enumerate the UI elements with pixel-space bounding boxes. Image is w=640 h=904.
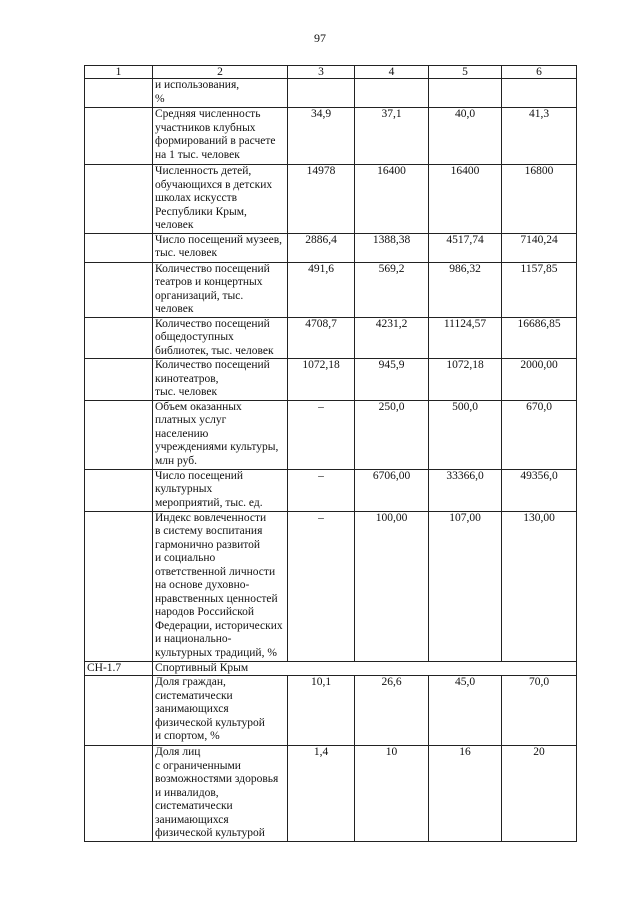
indicator-name-cell: Доля лиц с ограниченными возможностями здоровья и инвалидов, систематически занимающихся физической культурой (153, 746, 288, 842)
table-row (85, 317, 577, 359)
indicator-name-cell: Доля граждан, систематически занимающихся физической культурой и спортом, % (153, 676, 288, 746)
value-cell-col4: 250,0 (355, 400, 429, 469)
value-cell-col4: 6706,00 (355, 469, 429, 511)
indicator-name-cell: Число посещений музеев, тыс. человек (153, 233, 288, 262)
value-cell-col3: 10,1 (288, 676, 355, 746)
value-cell-col6: 130,00 (502, 511, 577, 661)
table-row (85, 233, 577, 262)
indicator-name-cell: Объем оказанных платных услуг населению учреждениями культуры, млн руб. (153, 400, 288, 469)
table-row (85, 79, 577, 108)
row-code-cell (85, 400, 153, 469)
table-row (85, 676, 577, 746)
row-code-cell (85, 746, 153, 842)
value-cell-col3: 34,9 (288, 108, 355, 165)
value-cell-col5: 11124,57 (429, 317, 502, 359)
value-cell-col4: 37,1 (355, 108, 429, 165)
value-cell-col6: 16686,85 (502, 317, 577, 359)
indicator-name-cell: Численность детей, обучающихся в детских школах искусств Республики Крым, человек (153, 165, 288, 234)
value-cell-col5: 16 (429, 746, 502, 842)
value-cell-col4 (355, 79, 429, 108)
row-code-cell (85, 233, 153, 262)
value-cell-col4: 100,00 (355, 511, 429, 661)
table-row (85, 359, 577, 401)
table-row (85, 108, 577, 165)
row-code-cell (85, 676, 153, 746)
table-row (85, 400, 577, 469)
header-cell-3: 3 (288, 66, 355, 79)
header-cell-5: 5 (429, 66, 502, 79)
value-cell-col3 (288, 79, 355, 108)
indicator-name-cell: Средняя численность участников клубных формирований в расчете на 1 тыс. человек (153, 108, 288, 165)
indicator-name-cell: Число посещений культурных мероприятий, тыс. ед. (153, 469, 288, 511)
value-cell-col4: 945,9 (355, 359, 429, 401)
value-cell-col4: 16400 (355, 165, 429, 234)
value-cell-col3: 14978 (288, 165, 355, 234)
value-cell-col5: 500,0 (429, 400, 502, 469)
row-code-cell (85, 79, 153, 108)
value-cell-col6: 670,0 (502, 400, 577, 469)
indicator-name-cell: Количество посещений театров и концертных организаций, тыс. человек (153, 262, 288, 317)
indicator-name-cell: Количество посещений общедоступных библиотек, тыс. человек (153, 317, 288, 359)
value-cell-col6: 41,3 (502, 108, 577, 165)
row-code-cell (85, 359, 153, 401)
value-cell-col6: 2000,00 (502, 359, 577, 401)
value-cell-col5: 4517,74 (429, 233, 502, 262)
row-code-cell (85, 262, 153, 317)
value-cell-col4: 569,2 (355, 262, 429, 317)
indicators-table (84, 65, 577, 842)
value-cell-col6: 16800 (502, 165, 577, 234)
value-cell-col3: 1,4 (288, 746, 355, 842)
table-row (85, 469, 577, 511)
value-cell-col3: 2886,4 (288, 233, 355, 262)
row-code-cell (85, 317, 153, 359)
value-cell-col6: 70,0 (502, 676, 577, 746)
header-cell-6: 6 (502, 66, 577, 79)
value-cell-col6: 7140,24 (502, 233, 577, 262)
indicator-name-cell: Количество посещений кинотеатров, тыс. человек (153, 359, 288, 401)
header-cell-4: 4 (355, 66, 429, 79)
row-code-cell (85, 108, 153, 165)
section-title-cell: Спортивный Крым (153, 661, 577, 676)
page-number: 97 (314, 31, 326, 45)
header-cell-2: 2 (153, 66, 288, 79)
value-cell-col5: 986,32 (429, 262, 502, 317)
value-cell-col5: 33366,0 (429, 469, 502, 511)
value-cell-col5: 45,0 (429, 676, 502, 746)
table-row (85, 165, 577, 234)
value-cell-col5: 16400 (429, 165, 502, 234)
indicator-name-cell: Индекс вовлеченности в систему воспитания гармонично развитой и социально ответственной личности на основе духовно- нравственных ценностей народов Российской Федерации, исторических и национально- культурных традиций, % (153, 511, 288, 661)
header-cell-1: 1 (85, 66, 153, 79)
value-cell-col3: 4708,7 (288, 317, 355, 359)
value-cell-col6: 20 (502, 746, 577, 842)
section-row (85, 661, 577, 676)
value-cell-col5: 40,0 (429, 108, 502, 165)
row-code-cell (85, 165, 153, 234)
value-cell-col6: 49356,0 (502, 469, 577, 511)
row-code-cell (85, 511, 153, 661)
value-cell-col5 (429, 79, 502, 108)
value-cell-col4: 26,6 (355, 676, 429, 746)
table-row (85, 262, 577, 317)
value-cell-col6: 1157,85 (502, 262, 577, 317)
indicator-name-cell: и использования, % (153, 79, 288, 108)
value-cell-col4: 4231,2 (355, 317, 429, 359)
value-cell-col3: – (288, 400, 355, 469)
value-cell-col3: 491,6 (288, 262, 355, 317)
table-header-row (85, 66, 577, 79)
value-cell-col4: 10 (355, 746, 429, 842)
value-cell-col3: – (288, 511, 355, 661)
table-row (85, 511, 577, 661)
row-code-cell: СН-1.7 (85, 661, 153, 676)
value-cell-col5: 1072,18 (429, 359, 502, 401)
value-cell-col3: – (288, 469, 355, 511)
value-cell-col4: 1388,38 (355, 233, 429, 262)
table-row (85, 746, 577, 842)
value-cell-col5: 107,00 (429, 511, 502, 661)
value-cell-col6 (502, 79, 577, 108)
value-cell-col3: 1072,18 (288, 359, 355, 401)
row-code-cell (85, 469, 153, 511)
